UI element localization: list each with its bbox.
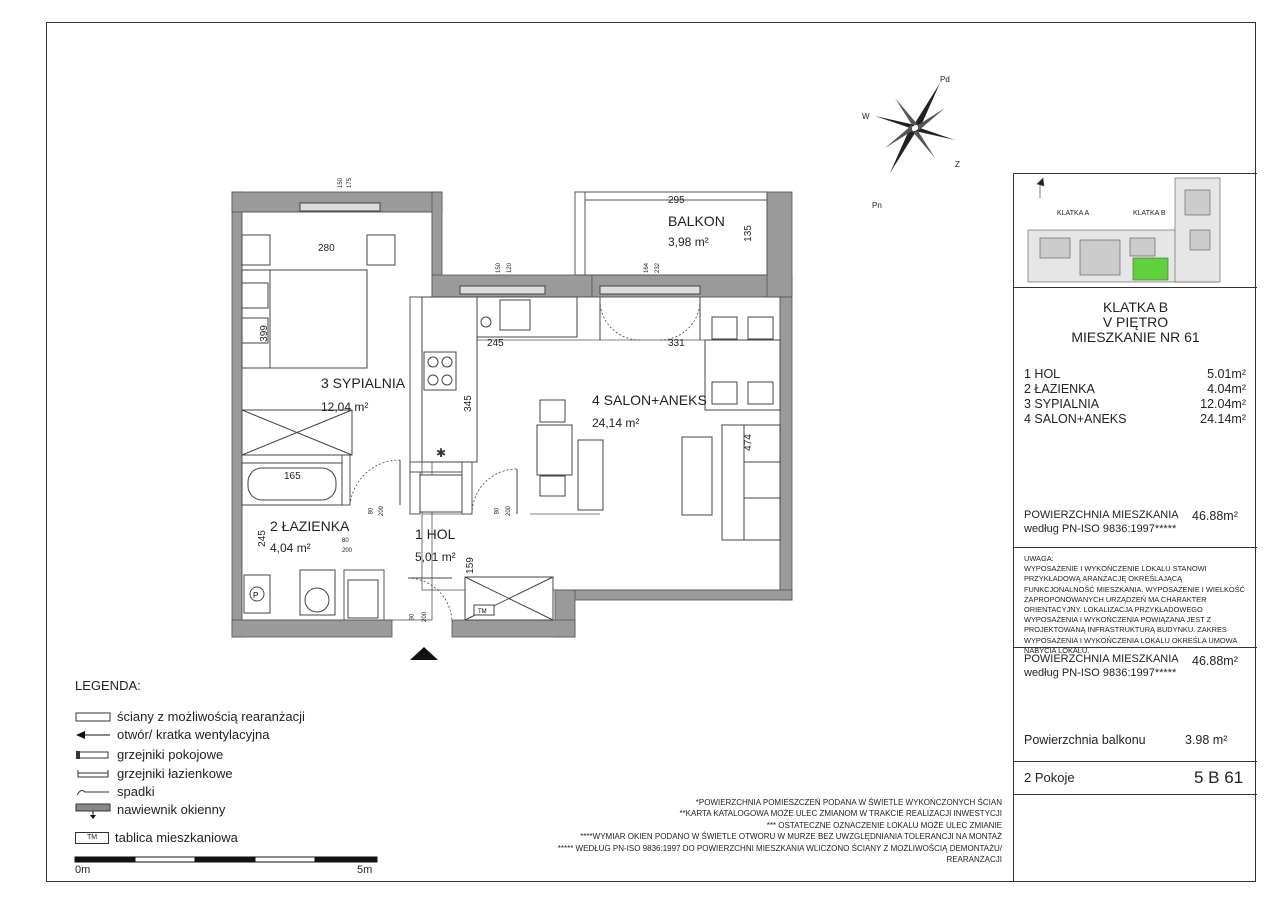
dim-399: 399 — [258, 325, 270, 342]
balcony-area-value: 3.98 m² — [1185, 733, 1228, 747]
room-row-lazienka: 2 ŁAZIENKA 4.04m² — [1024, 382, 1246, 396]
dim-165: 165 — [284, 471, 301, 482]
key-plan-box — [1014, 173, 1257, 287]
footnotes: *POWIERZCHNIA POMIESZCZEŃ PODANA W ŚWIETLE WYKOŃCZONYCH ŚCIAN **KARTA KATALOGOWA MOŻE ULEC ZMIANOM W TRAKCIE REALIZACJI INWESTYCJI *** OSTATECZNE OZNACZENIE LOKALU MOŻE ULEC ZMIANIE ****WYMIAR OKIEN PODANO W ŚWIETLE OTWORU W MURZE BEZ UWZGLĘDNIANIA TOLERANCJI NA MONTAŻ ***** WEDŁUG PN-ISO 9836:1997 DO POWIERZCHNI MIESZKANIA WLICZONO ŚCIANY Z MOŻLIWOŚCIĄ DEMONTAŻU/ REARANŻACJI — [557, 798, 1002, 865]
slope-icon — [75, 785, 111, 799]
room-area-hol: 5,01 m² — [415, 550, 456, 564]
compass-s: Pn — [872, 201, 882, 210]
room-area-balkon: 3,98 m² — [668, 235, 709, 249]
room-area-salon: 24,14 m² — [592, 416, 640, 430]
room-name-lazienka: 2 ŁAZIENKA — [270, 518, 350, 534]
dim-331: 331 — [668, 338, 685, 349]
dim-120: 120 — [507, 262, 514, 274]
window-vent-icon — [75, 803, 111, 817]
dim-175: 175 — [347, 177, 354, 189]
dim-80c: 80 — [342, 538, 349, 544]
room-name-hol: 1 HOL — [415, 526, 456, 542]
info-panel — [1013, 173, 1256, 882]
legend-item-vent-window: nawiewnik okienny — [75, 802, 225, 817]
dim-164: 164 — [644, 262, 651, 274]
dim-200c: 200 — [342, 548, 353, 554]
room-area-sypialnia: 12,04 m² — [321, 400, 369, 414]
uwaga-box — [1014, 547, 1257, 655]
legend-item-radiator: grzejniki pokojowe — [75, 747, 223, 762]
footer-box — [1014, 761, 1257, 882]
key-klatka-a: KLATKA A — [1057, 210, 1090, 217]
total-area-value: 46.88m² — [1192, 509, 1238, 523]
apartment-info-box — [1014, 287, 1257, 547]
hob — [424, 352, 456, 390]
header-line3: MIESZKANIE NR 61 — [1071, 329, 1200, 345]
compass-e: Z — [955, 160, 960, 169]
total-area-label-2: POWIERZCHNIA MIESZKANIA według PN-ISO 9836:1997***** — [1024, 653, 1179, 679]
header-line1: KLATKA B — [1102, 299, 1169, 315]
compass-w: W — [862, 112, 870, 121]
wall-south-hall — [452, 620, 575, 637]
wall-south-bath — [232, 620, 392, 637]
legend-item-walls: ściany z możliwością rearanżacji — [75, 709, 305, 724]
wall-balcony-east — [767, 192, 792, 297]
dim-159: 159 — [464, 557, 476, 574]
sink-bath — [348, 580, 378, 618]
radiator-icon — [75, 748, 111, 762]
legend-item-tm: TM tablica mieszkaniowa — [75, 830, 238, 845]
dim-245a: 245 — [487, 338, 504, 349]
room-row-hol: 1 HOL 5.01m² — [1024, 367, 1246, 381]
room-row-salon: 4 SALON+ANEKS 24.14m² — [1024, 412, 1246, 426]
key-klatka-b: KLATKA B — [1133, 210, 1166, 217]
scale-bar — [75, 857, 377, 862]
uwaga-text: WYPOSAŻENIE I WYKOŃCZENIE LOKALU STANOWI PRZYKŁADOWĄ ARANŻACJĘ OKREŚLAJĄCĄ FUNKCJONALNOŚĆ MIESZKANIA. WYPOSAŻENIE I WIELKOŚĆ ZAPROPONOWANYCH URZĄDZEŃ MA CHARAKTER ORIENTACYJNY. LOKALIZACJA PRZYKŁADOWEGO WYPOSAŻENIA I WYKOŃCZENIA POWIĄZANA JEST Z PROJEKTOWANĄ INFRASTRUKTURĄ BUDYNKU. ZAKRES WYPOSAŻENIA I WYKOŃCZENIA LOKALU OKREŚLA UMOWA NABYCIA LOKALU. — [1024, 564, 1245, 655]
dim-232: 232 — [655, 262, 662, 274]
p-icon: P — [253, 591, 259, 600]
vent-icon: ✱ — [436, 446, 447, 460]
wall-south-salon — [555, 590, 792, 600]
wall-west — [232, 192, 242, 637]
dim-80a: 80 — [368, 507, 375, 515]
summary-box — [1014, 647, 1257, 761]
dim-295: 295 — [668, 195, 685, 206]
legend-item-bath-radiator: grzejniki łazienkowe — [75, 766, 233, 781]
sink — [500, 300, 530, 330]
tm-box-icon: TM — [75, 832, 109, 844]
room-name-salon: 4 SALON+ANEKS — [592, 392, 707, 408]
wall-bedroom-east-upper — [432, 192, 442, 282]
coffee-table — [537, 425, 572, 475]
bath-radiator-icon — [75, 767, 111, 781]
wall-east — [780, 297, 792, 600]
door-arcs — [350, 297, 700, 622]
legend-item-slope: spadki — [75, 784, 155, 799]
dim-345: 345 — [462, 395, 474, 412]
dim-200d: 200 — [422, 611, 429, 623]
footer-rooms: 2 Pokoje — [1024, 770, 1075, 785]
dim-150b: 150 — [496, 262, 503, 274]
dim-200a: 200 — [379, 505, 386, 517]
room-area-lazienka: 4,04 m² — [270, 541, 311, 555]
dim-474: 474 — [742, 434, 754, 451]
dim-280: 280 — [318, 243, 335, 254]
bed — [242, 235, 395, 455]
header-line2: V PIĘTRO — [1102, 314, 1169, 330]
dim-90: 90 — [409, 613, 416, 621]
arrow-left-icon — [75, 728, 111, 742]
entrance-arrow-icon — [410, 647, 438, 660]
room-name-sypialnia: 3 SYPIALNIA — [321, 375, 406, 391]
legend-title: LEGENDA: — [75, 678, 141, 693]
dim-150a: 150 — [338, 177, 345, 189]
dim-245b: 245 — [256, 530, 268, 547]
dim-80b: 80 — [494, 507, 501, 515]
compass-rose-icon — [875, 83, 955, 173]
uwaga-title: UWAGA: — [1024, 554, 1054, 563]
scale-start: 0m — [75, 864, 91, 876]
total-area-label: POWIERZCHNIA MIESZKANIA według PN-ISO 9836:1997***** — [1024, 509, 1179, 535]
dim-135: 135 — [742, 225, 754, 242]
room-name-balkon: BALKON — [668, 213, 725, 229]
fridge-unit — [420, 475, 462, 512]
footer-code: 5 B 61 — [1194, 768, 1244, 787]
room-row-sypialnia: 3 SYPIALNIA 12.04m² — [1024, 397, 1246, 411]
balcony-area-label: Powierzchnia balkonu — [1024, 733, 1146, 747]
scale-end: 5m — [357, 864, 373, 876]
tm-label: TM — [478, 609, 487, 615]
total-area-value-2: 46.88m² — [1192, 654, 1238, 668]
wall-symbol-icon — [75, 710, 111, 724]
salon-furniture — [462, 317, 780, 620]
rug — [682, 437, 712, 515]
legend-item-vent: otwór/ kratka wentylacyjna — [75, 727, 269, 742]
tv-stand — [578, 440, 603, 510]
dim-200b: 200 — [506, 505, 513, 517]
compass-n: Pd — [940, 75, 950, 84]
